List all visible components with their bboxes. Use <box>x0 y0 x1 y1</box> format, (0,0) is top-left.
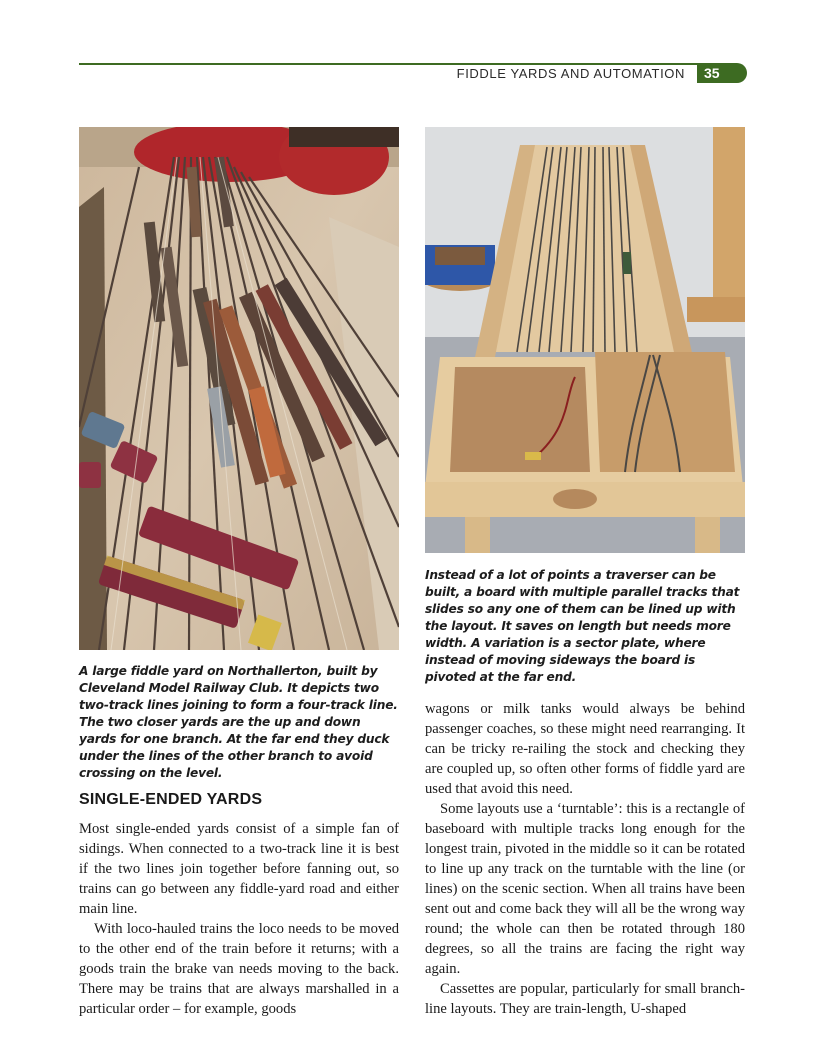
right-paragraph-3: Cassettes are popular, particularly for small branch-line layouts. They are train-length, U-shaped <box>425 981 745 1017</box>
right-paragraph-1: wagons or milk tanks would always be behind passenger coaches, so these might need rearranging. It can be tricky re-railing the stock and checking they are coupled up, so often other forms of fiddle yard are used that avoid this need. <box>425 701 745 797</box>
right-photo-caption: Instead of a lot of points a traverser can be built, a board with multiple parallel tracks that slides so any one of them can be lined up with the layout. It saves on length but needs more width. A variation is a sector plate, where instead of moving sideways the board is pivoted at the far end. <box>425 568 740 684</box>
traverser-photo <box>425 127 745 553</box>
page-number: 35 <box>697 63 747 83</box>
header-rule <box>79 63 711 65</box>
section-heading: SINGLE-ENDED YARDS <box>79 791 263 808</box>
running-title: FIDDLE YARDS AND AUTOMATION <box>456 66 685 81</box>
right-text-column <box>425 699 745 1019</box>
left-text-column <box>79 819 399 1019</box>
right-paragraph-2: Some layouts use a ‘turntable’: this is a rectangle of baseboard with multiple tracks long enough for the longest train, pivoted in the middle so it can be rotated to line up any track on the turntable with the line (or lines) on the scenic section. When all trains have been sent out and come back they will all be the wrong way round; the whole can then be rotated through 180 degrees, so all the trains are facing the right way again. <box>425 801 745 977</box>
fiddle-yard-photo <box>79 127 399 650</box>
left-paragraph-2: With loco-hauled trains the loco needs to be moved to the other end of the train before it returns; with a goods train the brake van needs moving to the back. There may be trains that are always marshalled in a particular order – for example, goods <box>79 921 399 1017</box>
left-photo-caption: A large fiddle yard on Northallerton, built by Cleveland Model Railway Club. It depicts two two-track lines joining to form a four-track line. The two closer yards are the up and down yards for one branch. At the far end they duck under the lines of the other branch to avoid crossing on the level. <box>79 664 398 780</box>
left-paragraph-1: Most single-ended yards consist of a simple fan of sidings. When connected to a two-track line it is best if the two lines join together before fanning out, so trains can go between any fiddle-yard road and either main line. <box>79 821 399 917</box>
